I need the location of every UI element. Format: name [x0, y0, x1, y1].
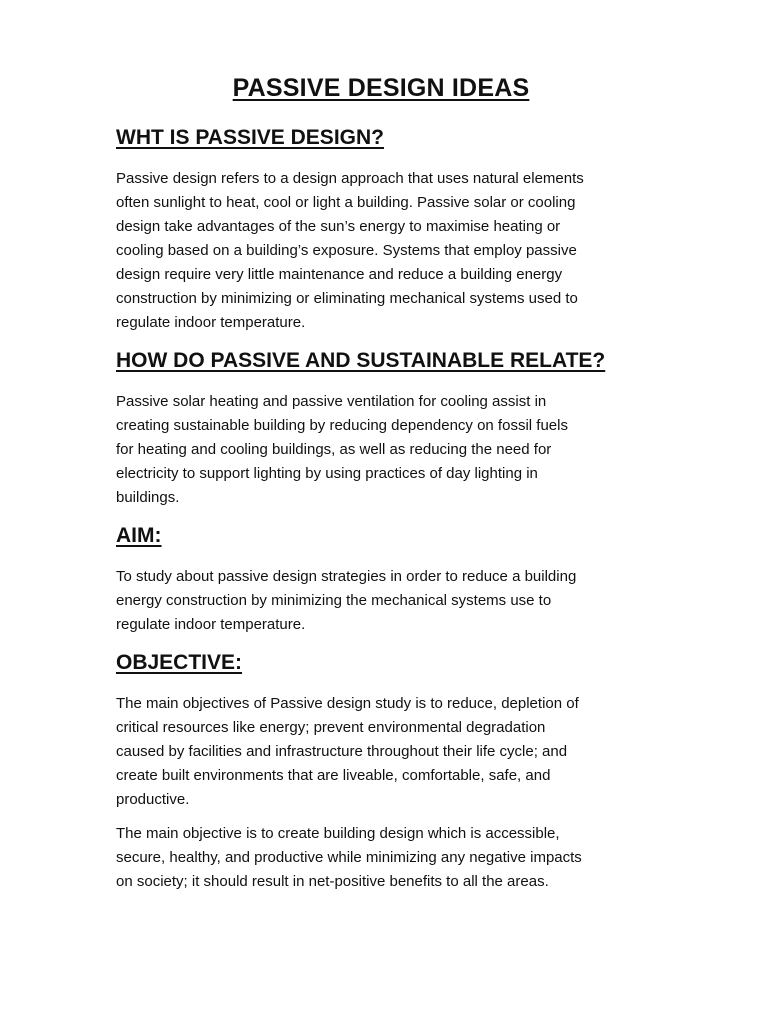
text-line: buildings. [116, 489, 180, 506]
document-page [116, 70, 646, 894]
text-line: creating sustainable building by reducing dependency on fossil fuels [116, 417, 568, 434]
text-line: critical resources like energy; prevent environmental degradation [116, 719, 546, 736]
text-line: design take advantages of the sun’s energy to maximise heating or [116, 218, 561, 235]
paragraph-aim [116, 565, 646, 637]
text-line: Passive design refers to a design approach that uses natural elements [116, 170, 584, 187]
text-line: caused by facilities and infrastructure throughout their life cycle; and [116, 743, 568, 760]
text-line: design require very little maintenance and reduce a building energy [116, 266, 563, 283]
paragraph-objective-2 [116, 822, 646, 894]
text-line: The main objective is to create building design which is accessible, [116, 825, 560, 842]
section-heading-objective: OBJECTIVE: [116, 651, 243, 674]
text-line: create built environments that are liveable, comfortable, safe, and [116, 767, 551, 784]
text-line: The main objectives of Passive design study is to reduce, depletion of [116, 695, 579, 712]
text-line: cooling based on a building’s exposure. Systems that employ passive [116, 242, 577, 259]
text-line: often sunlight to heat, cool or light a building. Passive solar or cooling [116, 194, 576, 211]
text-line: for heating and cooling buildings, as well as reducing the need for [116, 441, 552, 458]
text-line: electricity to support lighting by using practices of day lighting in [116, 465, 538, 482]
section-heading-passive-sustainable-relate: HOW DO PASSIVE AND SUSTAINABLE RELATE? [116, 349, 606, 372]
text-line: productive. [116, 791, 190, 808]
text-line: construction by minimizing or eliminating mechanical systems used to [116, 290, 578, 307]
text-line: To study about passive design strategies in order to reduce a building [116, 568, 577, 585]
section-heading-aim: AIM: [116, 524, 162, 547]
text-line: regulate indoor temperature. [116, 314, 306, 331]
section-heading-what-is-passive-design: WHT IS PASSIVE DESIGN? [116, 126, 384, 149]
text-line: Passive solar heating and passive ventilation for cooling assist in [116, 393, 547, 410]
document-title: PASSIVE DESIGN IDEAS [232, 74, 530, 102]
paragraph-what-is-passive-design [116, 167, 646, 335]
paragraph-objective-1 [116, 692, 646, 812]
text-line: secure, healthy, and productive while minimizing any negative impacts [116, 849, 582, 866]
text-line: energy construction by minimizing the mechanical systems use to [116, 592, 552, 609]
text-line: regulate indoor temperature. [116, 616, 306, 633]
paragraph-passive-sustainable-relate [116, 390, 646, 510]
text-line: on society; it should result in net-positive benefits to all the areas. [116, 873, 549, 890]
